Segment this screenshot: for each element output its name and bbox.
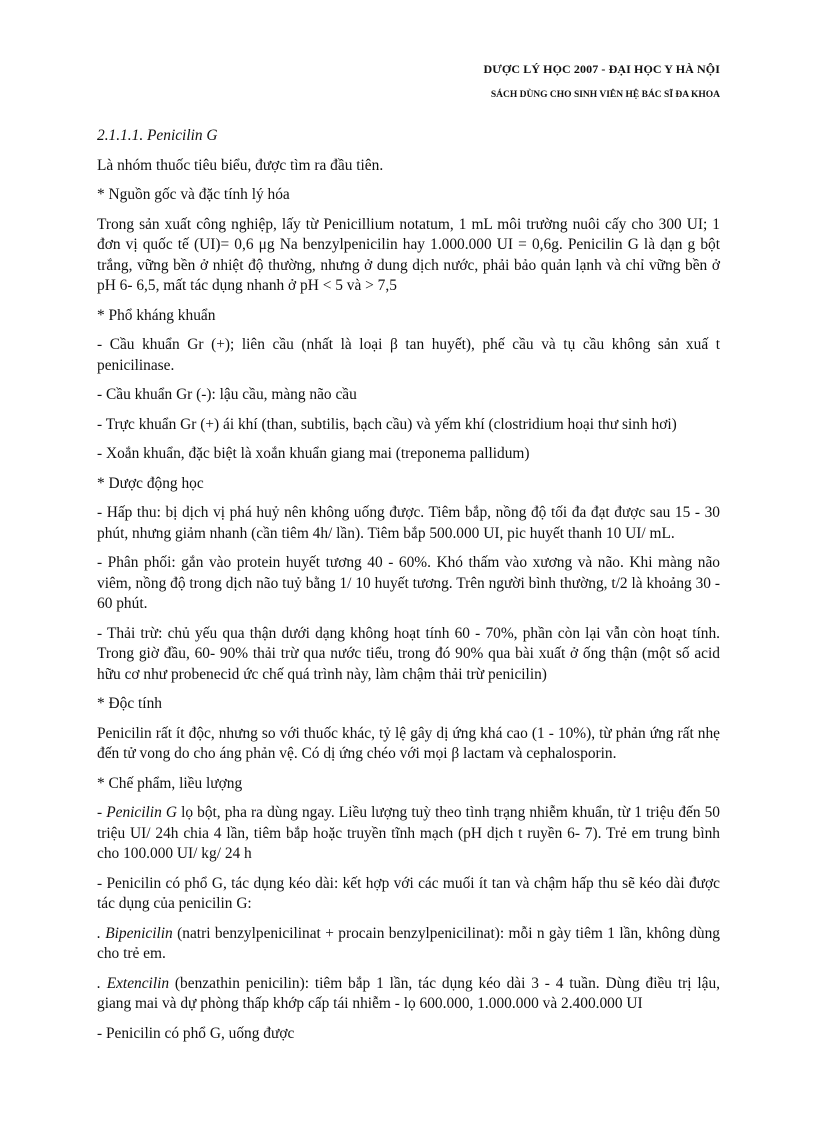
paragraph: - Phân phối: gắn vào protein huyết tương 40 - 60%. Khó thấm vào xương và não. Khi màng não viêm, nồng độ trong dịch não tuỷ bằng 1/ 10 huyết tương. Trên người bình thường, t/2 là khoảng 30 - 60 phút.	[97, 554, 720, 612]
drug-name: . Extencilin	[97, 974, 170, 992]
paragraph: - Trực khuẩn Gr (+) ái khí (than, subtilis, bạch cầu) và yếm khí (clostridium hoại thư sinh hơi)	[97, 415, 677, 433]
paragraph: - Cầu khuẩn Gr (-): lậu cầu, màng não cầu	[97, 386, 357, 403]
paragraph	[97, 924, 720, 965]
subheading: * Độc tính	[97, 695, 162, 712]
paragraph: - Cầu khuẩn Gr (+); liên cầu (nhất là loại β tan huyết), phế cầu và tụ cầu không sản xuấ t penicilinase.	[97, 336, 720, 374]
section-title: 2.1.1.1. Penicilin G	[97, 127, 218, 144]
paragraph: Penicilin rất ít độc, nhưng so với thuốc khác, tỷ lệ gây dị ứng khá cao (1 - 10%), từ phản ứng rất nhẹ đến tử vong do cho áng phản vệ. Có dị ứng chéo với mọi β lactam và cephalosporin.	[97, 724, 720, 762]
paragraph: - Penicilin có phổ G, tác dụng kéo dài: kết hợp với các muối ít tan và chậm hấp thu sẽ kéo dài được tác dụng của penicilin G:	[97, 874, 720, 912]
subheading: * Dược động học	[97, 474, 204, 492]
subheading: * Phổ kháng khuẩn	[97, 306, 216, 324]
subheading: * Chế phẩm, liều lượng	[97, 774, 243, 792]
subheading: * Nguồn gốc và đặc tính lý hóa	[97, 186, 290, 203]
paragraph	[97, 803, 720, 865]
document-body	[97, 126, 720, 1053]
paragraph: - Penicilin có phổ G, uống được	[97, 1024, 295, 1042]
paragraph-text: (natri benzylpenicilinat + procain benzylpenicilinat): mỗi n gày tiêm 1 lần, không dùng cho trẻ em.	[97, 924, 720, 962]
paragraph	[97, 974, 720, 1015]
paragraph: - Hấp thu: bị dịch vị phá huỷ nên không uống được. Tiêm bắp, nồng độ tối đa đạt được sau 15 - 30 phút, nhưng giảm nhanh (cần tiêm 4h/ lần). Tiêm bắp 500.000 UI, pic huyết thanh 10 UI/ mL.	[97, 504, 720, 542]
paragraph: - Xoắn khuẩn, đặc biệt là xoắn khuẩn giang mai (treponema pallidum)	[97, 445, 530, 462]
paragraph-text: (benzathin penicilin): tiêm bắp 1 lần, tác dụng kéo dài 3 - 4 tuần. Dùng điều trị lậu, giang mai và dự phòng thấp khớp cấp tái nhiễm - lọ 600.000, 1.000.000 và 2.400.000 UI	[97, 974, 721, 1012]
paragraph: Là nhóm thuốc tiêu biểu, được tìm ra đầu tiên.	[97, 156, 384, 174]
header-subtitle: SÁCH DÙNG CHO SINH VIÊN HỆ BÁC SĨ ĐA KHOA	[490, 90, 720, 100]
paragraph: - Thải trừ: chủ yếu qua thận dưới dạng không hoạt tính 60 - 70%, phần còn lại vẫn còn hoạt tính. Trong giờ đầu, 60- 90% thải trừ qua nước tiểu, trong đó 90% qua bài xuất ở ống thận (một số acid hữu cơ như probenecid ức chế quá trình này, làm chậm thải trừ penicilin)	[97, 624, 720, 683]
paragraph-text: lọ bột, pha ra dùng ngay. Liều lượng tuỳ theo tình trạng nhiễm khuẩn, từ 1 triệu đến 50 triệu UI/ 24h chia 4 lần, tiêm bắp hoặc truyền tĩnh mạch (pH dịch t ruyền 6- 7). Trẻ em trung bình cho 100.000 UI/ kg/ 24 h	[97, 804, 720, 862]
drug-name: . Bipenicilin	[97, 924, 173, 942]
header-title: DƯỢC LÝ HỌC 2007 - ĐẠI HỌC Y HÀ NỘI	[483, 62, 720, 76]
paragraph: Trong sản xuất công nghiệp, lấy từ Penicillium notatum, 1 mL môi trường nuôi cấy cho 300 UI; 1 đơn vị quốc tế (UI)= 0,6 μg Na benzylpenicilin hay 1.000.000 UI = 0,6g. Penicilin G là dạn g bột trắng, vững bền ở nhiệt độ thường, nhưng ở dung dịch nước, phải bảo quản lạnh và chỉ vững bền ở pH 6- 6,5, mất tác dụng nhanh ở pH < 5 và > 7,5	[97, 215, 720, 294]
drug-name: - Penicilin G	[97, 804, 177, 821]
